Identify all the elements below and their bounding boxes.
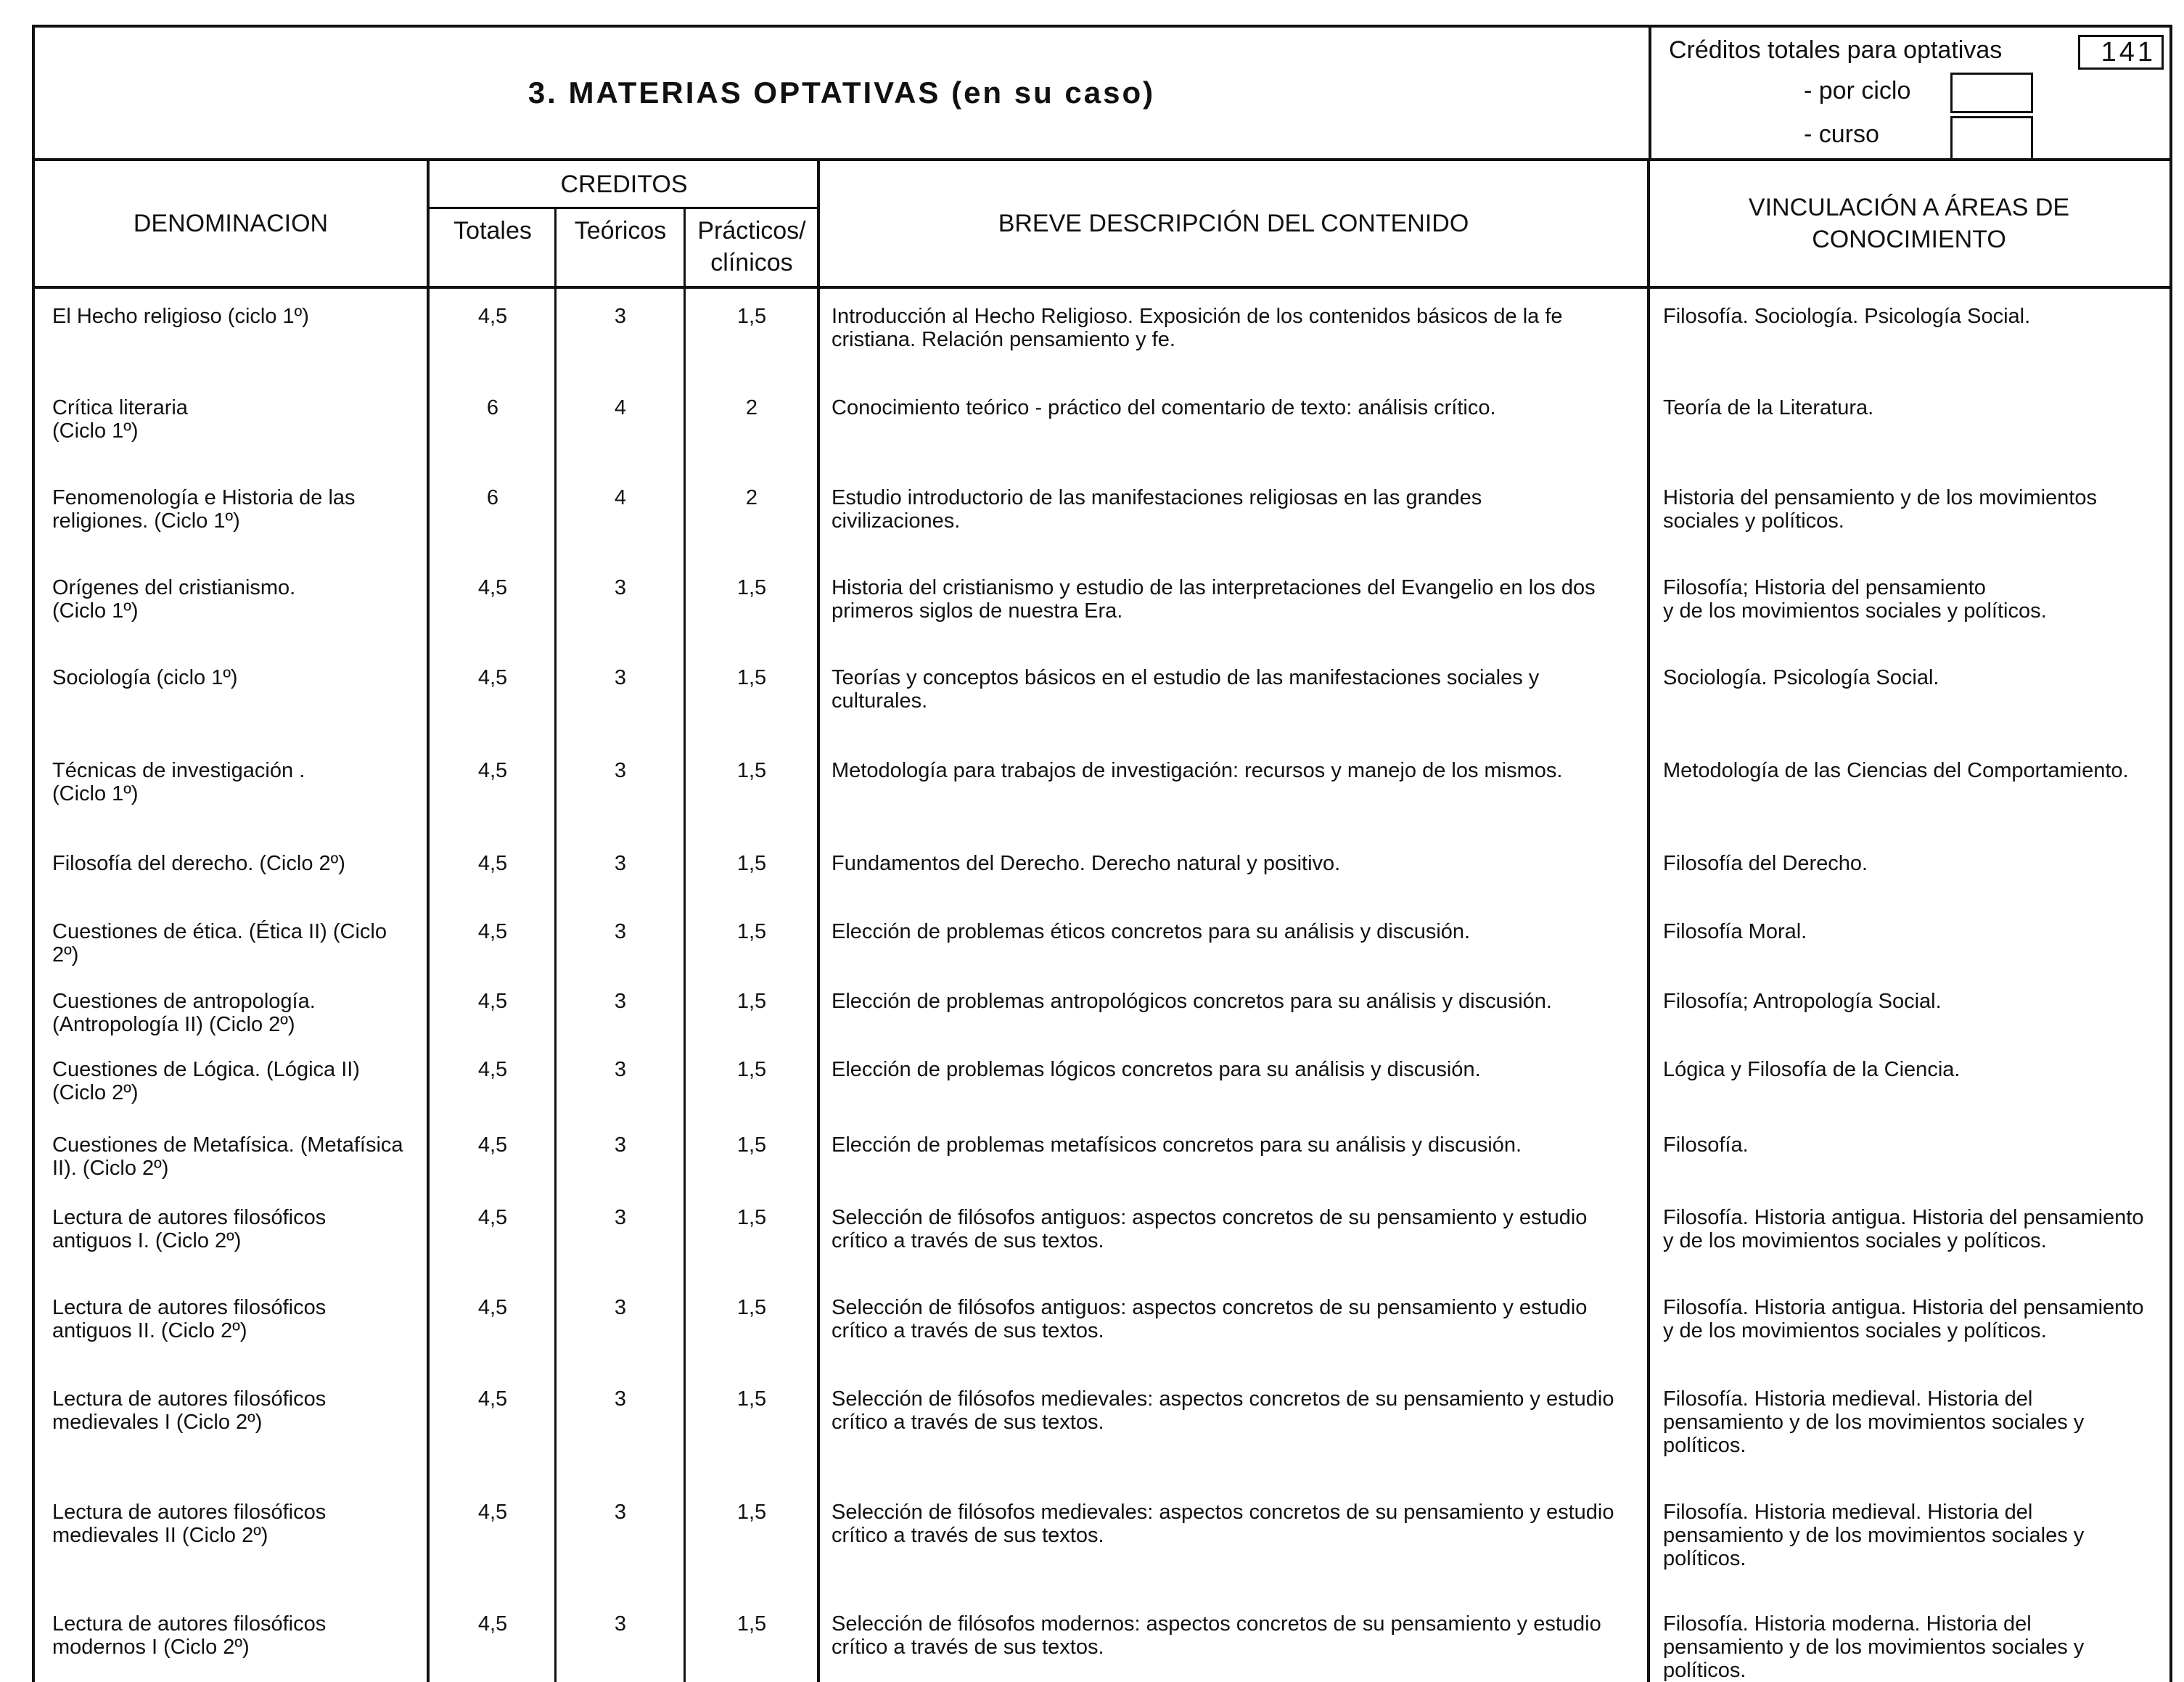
credits-theory: 3 xyxy=(614,1387,627,1411)
credits-practice: 1,5 xyxy=(736,305,767,328)
subject-name xyxy=(52,920,422,967)
content-description-line: crítico a través de sus textos. xyxy=(832,1319,1104,1342)
subject-name-line: (Ciclo 1º) xyxy=(52,782,139,805)
subject-name xyxy=(52,1501,422,1547)
credits-total: 6 xyxy=(486,486,499,509)
knowledge-area-line: pensamiento y de los movimientos sociales y xyxy=(1663,1524,2085,1547)
subject-name-line: Filosofía del derecho. (Ciclo 2º) xyxy=(52,852,345,875)
section-header xyxy=(35,28,2169,161)
credits-practice: 1,5 xyxy=(736,852,767,875)
credits-theory: 3 xyxy=(614,305,627,328)
credits-practice: 1,5 xyxy=(736,759,767,782)
subject-name xyxy=(52,1387,422,1434)
content-description-line: primeros siglos de nuestra Era. xyxy=(832,599,1123,623)
content-description xyxy=(832,1387,1637,1434)
credits-practice: 1,5 xyxy=(736,1058,767,1081)
knowledge-area xyxy=(1663,1501,2164,1570)
subject-name-line: Crítica literaria xyxy=(52,396,188,419)
per-cycle-box xyxy=(1950,73,2033,113)
knowledge-area-line: Filosofía. Historia moderna. Historia del xyxy=(1663,1612,2032,1636)
form-sheet xyxy=(32,25,2172,1682)
subject-name-line: religiones. (Ciclo 1º) xyxy=(52,509,240,533)
col-practicos xyxy=(685,209,818,286)
content-description-line: crítico a través de sus textos. xyxy=(832,1636,1104,1659)
credits-total: 4,5 xyxy=(477,920,508,943)
content-description xyxy=(832,396,1637,419)
credits-total: 6 xyxy=(486,396,499,419)
content-description-line: Selección de filósofos antiguos: aspectos concretos de su pensamiento y estudio xyxy=(832,1206,1588,1229)
per-course-box xyxy=(1950,116,2033,158)
credits-total: 4,5 xyxy=(477,1133,508,1157)
knowledge-area xyxy=(1663,1206,2164,1252)
content-description-line: Elección de problemas antropológicos concretos para su análisis y discusión. xyxy=(832,990,1552,1013)
content-description-line: crítico a través de sus textos. xyxy=(832,1411,1104,1434)
knowledge-area-line: y de los movimientos sociales y políticos. xyxy=(1663,1319,2047,1342)
knowledge-area xyxy=(1663,1133,2164,1157)
knowledge-area xyxy=(1663,1612,2164,1682)
knowledge-area-line: Filosofía. Historia medieval. Historia del xyxy=(1663,1501,2033,1524)
credits-total: 4,5 xyxy=(477,1612,508,1636)
content-description-line: Elección de problemas lógicos concretos para su análisis y discusión. xyxy=(832,1058,1481,1081)
subject-name-line: modernos I (Ciclo 2º) xyxy=(52,1636,250,1659)
subject-name-line: Lectura de autores filosóficos xyxy=(52,1206,327,1229)
subject-name-line: Lectura de autores filosóficos xyxy=(52,1501,327,1524)
subject-name xyxy=(52,576,422,623)
content-description-line: Metodología para trabajos de investigación: recursos y manejo de los mismos. xyxy=(832,759,1563,782)
content-description xyxy=(832,759,1637,782)
credits-theory: 3 xyxy=(614,1612,627,1636)
credits-theory: 3 xyxy=(614,1133,627,1157)
subject-name xyxy=(52,759,422,805)
credits-practice: 1,5 xyxy=(736,1387,767,1411)
credits-total: 4,5 xyxy=(477,1387,508,1411)
credits-theory: 3 xyxy=(614,1501,627,1524)
credits-theory: 3 xyxy=(614,759,627,782)
col-vinculacion-line2: CONOCIMIENTO xyxy=(1812,226,2006,253)
knowledge-area-line: Teoría de la Literatura. xyxy=(1663,396,1874,419)
per-course-label: - curso xyxy=(1804,120,1879,148)
content-description-line: civilizaciones. xyxy=(832,509,961,533)
credits-theory: 4 xyxy=(614,486,627,509)
credits-total: 4,5 xyxy=(477,852,508,875)
content-description-line: crítico a través de sus textos. xyxy=(832,1524,1104,1547)
content-description xyxy=(832,852,1637,875)
subject-name-line: medievales II (Ciclo 2º) xyxy=(52,1524,268,1547)
subject-name-line: Lectura de autores filosóficos xyxy=(52,1612,327,1636)
content-description-line: Selección de filósofos modernos: aspectos concretos de su pensamiento y estudio xyxy=(832,1612,1601,1636)
credits-theory: 3 xyxy=(614,576,627,599)
subject-name xyxy=(52,396,422,443)
subject-name-line: El Hecho religioso (ciclo 1º) xyxy=(52,305,309,328)
knowledge-area-line: Filosofía del Derecho. xyxy=(1663,852,1868,875)
subject-name xyxy=(52,305,422,328)
subject-name-line: Cuestiones de antropología. xyxy=(52,990,316,1013)
subject-name-line: Sociología (ciclo 1º) xyxy=(52,666,238,689)
credits-theory: 3 xyxy=(614,1296,627,1319)
content-description xyxy=(832,1501,1637,1547)
column-header xyxy=(35,161,2169,289)
knowledge-area-line: Filosofía. Historia antigua. Historia del pensamiento xyxy=(1663,1296,2144,1319)
subject-name-line: (Ciclo 2º) xyxy=(52,1081,139,1104)
content-description xyxy=(832,666,1637,713)
per-cycle-label: - por ciclo xyxy=(1804,77,1911,104)
subject-name-line: (Ciclo 1º) xyxy=(52,419,139,443)
content-description-line: Teorías y conceptos básicos en el estudio de las manifestaciones sociales y xyxy=(832,666,1540,689)
subject-name-line: (Antropología II) (Ciclo 2º) xyxy=(52,1013,295,1036)
knowledge-area-line: Filosofía Moral. xyxy=(1663,920,1807,943)
credits-theory: 3 xyxy=(614,666,627,689)
col-teoricos: Teóricos xyxy=(574,217,667,245)
knowledge-area-line: políticos. xyxy=(1663,1659,1746,1682)
subject-name xyxy=(52,1058,422,1104)
content-description-line: Estudio introductorio de las manifestaciones religiosas en las grandes xyxy=(832,486,1482,509)
knowledge-area-line: Metodología de las Ciencias del Comportamiento. xyxy=(1663,759,2129,782)
content-description-line: Introducción al Hecho Religioso. Exposición de los contenidos básicos de la fe xyxy=(832,305,1563,328)
credits-practice: 1,5 xyxy=(736,1501,767,1524)
col-vinculacion xyxy=(1649,161,2169,286)
content-description-line: Fundamentos del Derecho. Derecho natural y positivo. xyxy=(832,852,1341,875)
knowledge-area-line: Filosofía. Historia medieval. Historia del xyxy=(1663,1387,2033,1411)
knowledge-area xyxy=(1663,305,2164,328)
credits-total: 4,5 xyxy=(477,305,508,328)
subject-name-line: Fenomenología e Historia de las xyxy=(52,486,356,509)
credits-total: 4,5 xyxy=(477,1501,508,1524)
subject-name-line: medievales I (Ciclo 2º) xyxy=(52,1411,263,1434)
subject-name-line: antiguos I. (Ciclo 2º) xyxy=(52,1229,242,1252)
credits-theory: 4 xyxy=(614,396,627,419)
col-descripcion: BREVE DESCRIPCIÓN DEL CONTENIDO xyxy=(998,210,1469,237)
content-description-line: Elección de problemas éticos concretos para su análisis y discusión. xyxy=(832,920,1471,943)
knowledge-area xyxy=(1663,920,2164,943)
knowledge-area xyxy=(1663,576,2164,623)
credits-practice: 1,5 xyxy=(736,1296,767,1319)
content-description xyxy=(832,990,1637,1013)
subject-name xyxy=(52,486,422,533)
subject-name-line: Cuestiones de Metafísica. (Metafísica xyxy=(52,1133,403,1157)
col-vinculacion-line1: VINCULACIÓN A ÁREAS DE xyxy=(1748,194,2070,221)
content-description xyxy=(832,305,1637,351)
content-description-line: Conocimiento teórico - práctico del comentario de texto: análisis crítico. xyxy=(832,396,1496,419)
credits-total: 4,5 xyxy=(477,666,508,689)
knowledge-area xyxy=(1663,486,2164,533)
credits-total: 4,5 xyxy=(477,1206,508,1229)
subject-name xyxy=(52,990,422,1036)
col-practicos-line1: Prácticos/ xyxy=(697,217,806,245)
content-description xyxy=(832,1612,1637,1659)
content-description xyxy=(832,576,1637,623)
content-description-line: crítico a través de sus textos. xyxy=(832,1229,1104,1252)
subject-name xyxy=(52,1296,422,1342)
knowledge-area-line: Sociología. Psicología Social. xyxy=(1663,666,1939,689)
knowledge-area-line: pensamiento y de los movimientos sociales y xyxy=(1663,1636,2085,1659)
content-description-line: Selección de filósofos medievales: aspectos concretos de su pensamiento y estudio xyxy=(832,1387,1614,1411)
subject-name-line: Lectura de autores filosóficos xyxy=(52,1387,327,1411)
credits-practice: 1,5 xyxy=(736,1612,767,1636)
knowledge-area xyxy=(1663,1387,2164,1457)
total-credits-box: 141 xyxy=(2078,35,2164,70)
section-title: 3. MATERIAS OPTATIVAS (en su caso) xyxy=(527,75,1156,110)
subject-name xyxy=(52,666,422,689)
rule-totales xyxy=(554,209,557,1682)
knowledge-area xyxy=(1663,666,2164,689)
total-credits-label: Créditos totales para optativas xyxy=(1669,36,2003,64)
knowledge-area-line: Filosofía. Sociología. Psicología Social. xyxy=(1663,305,2031,328)
subject-name-line: Técnicas de investigación . xyxy=(52,759,305,782)
subject-name xyxy=(52,1612,422,1659)
content-description-line: culturales. xyxy=(832,689,928,713)
credits-theory: 3 xyxy=(614,990,627,1013)
credits-practice: 1,5 xyxy=(736,920,767,943)
subject-name-line: Cuestiones de Lógica. (Lógica II) xyxy=(52,1058,360,1081)
subject-name-line: (Ciclo 1º) xyxy=(52,599,139,623)
credits-practice: 2 xyxy=(745,486,758,509)
content-description xyxy=(832,486,1637,533)
content-description xyxy=(832,1133,1637,1157)
credits-theory: 3 xyxy=(614,920,627,943)
credits-practice: 1,5 xyxy=(736,576,767,599)
knowledge-area xyxy=(1663,1296,2164,1342)
knowledge-area-line: y de los movimientos sociales y políticos. xyxy=(1663,599,2047,623)
subject-name-line: 2º) xyxy=(52,943,79,967)
credits-practice: 2 xyxy=(745,396,758,419)
credits-practice: 1,5 xyxy=(736,1133,767,1157)
knowledge-area-line: Filosofía. xyxy=(1663,1133,1749,1157)
subject-name-line: II). (Ciclo 2º) xyxy=(52,1157,169,1180)
subject-name-line: Cuestiones de ética. (Ética II) (Ciclo xyxy=(52,920,387,943)
credits-total: 4,5 xyxy=(477,990,508,1013)
content-description-line: Historia del cristianismo y estudio de las interpretaciones del Evangelio en los dos xyxy=(832,576,1596,599)
content-description-line: Selección de filósofos medievales: aspectos concretos de su pensamiento y estudio xyxy=(832,1501,1614,1524)
knowledge-area xyxy=(1663,852,2164,875)
col-practicos-line2: clínicos xyxy=(710,249,793,276)
rule-descripcion xyxy=(1647,161,1650,1682)
knowledge-area-line: pensamiento y de los movimientos sociales y xyxy=(1663,1411,2085,1434)
knowledge-area-line: Filosofía; Antropología Social. xyxy=(1663,990,1942,1013)
knowledge-area-line: Filosofía. Historia antigua. Historia del pensamiento xyxy=(1663,1206,2144,1229)
credits-total: 4,5 xyxy=(477,1058,508,1081)
subject-name xyxy=(52,1206,422,1252)
col-denominacion: DENOMINACION xyxy=(133,210,329,237)
knowledge-area xyxy=(1663,396,2164,419)
content-description xyxy=(832,1058,1637,1081)
knowledge-area-line: y de los movimientos sociales y políticos. xyxy=(1663,1229,2047,1252)
knowledge-area xyxy=(1663,1058,2164,1081)
knowledge-area-line: políticos. xyxy=(1663,1434,1746,1457)
credits-total: 4,5 xyxy=(477,759,508,782)
knowledge-area-line: Filosofía; Historia del pensamiento xyxy=(1663,576,1986,599)
content-description-line: Elección de problemas metafísicos concretos para su análisis y discusión. xyxy=(832,1133,1522,1157)
subject-name-line: Orígenes del cristianismo. xyxy=(52,576,296,599)
subject-name-line: Lectura de autores filosóficos xyxy=(52,1296,327,1319)
credits-theory: 3 xyxy=(614,852,627,875)
credits-total: 4,5 xyxy=(477,1296,508,1319)
col-creditos: CREDITOS xyxy=(430,161,818,209)
credits-summary xyxy=(1649,28,2169,158)
credits-total: 4,5 xyxy=(477,576,508,599)
knowledge-area-line: sociales y políticos. xyxy=(1663,509,1844,533)
content-description-line: cristiana. Relación pensamiento y fe. xyxy=(832,328,1175,351)
knowledge-area-line: Lógica y Filosofía de la Ciencia. xyxy=(1663,1058,1961,1081)
subject-name-line: antiguos II. (Ciclo 2º) xyxy=(52,1319,247,1342)
col-totales: Totales xyxy=(453,217,532,245)
credits-practice: 1,5 xyxy=(736,1206,767,1229)
credits-theory: 3 xyxy=(614,1206,627,1229)
subject-name xyxy=(52,852,422,875)
content-description xyxy=(832,1296,1637,1342)
subject-name xyxy=(52,1133,422,1180)
content-description-line: Selección de filósofos antiguos: aspectos concretos de su pensamiento y estudio xyxy=(832,1296,1588,1319)
knowledge-area xyxy=(1663,990,2164,1013)
content-description xyxy=(832,1206,1637,1252)
credits-practice: 1,5 xyxy=(736,666,767,689)
rule-teoricos xyxy=(683,209,686,1682)
content-description xyxy=(832,920,1637,943)
credits-theory: 3 xyxy=(614,1058,627,1081)
knowledge-area xyxy=(1663,759,2164,782)
credits-practice: 1,5 xyxy=(736,990,767,1013)
knowledge-area-line: políticos. xyxy=(1663,1547,1746,1570)
knowledge-area-line: Historia del pensamiento y de los movimientos xyxy=(1663,486,2097,509)
